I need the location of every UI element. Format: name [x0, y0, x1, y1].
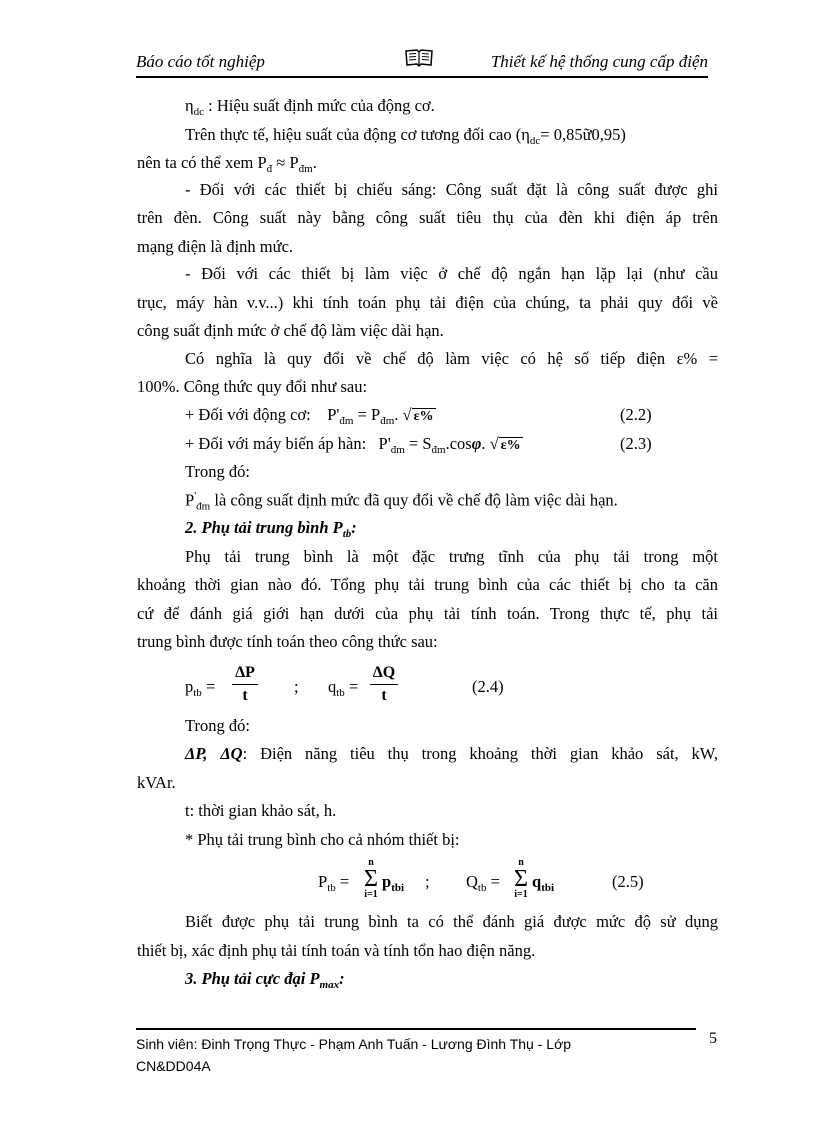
equation-2-5-q: $q_{tbi}$	[532, 872, 555, 894]
book-icon	[404, 48, 434, 73]
equation-number: (2.5)	[612, 872, 644, 891]
equation-separator: ;	[294, 677, 299, 696]
para-line: cứ để đánh giá giới hạn dưới của phụ tải tính toán. Trong thực tế, phụ tải	[137, 604, 718, 623]
fraction-dp-t: ΔP t	[232, 664, 258, 705]
equation-separator: ;	[425, 872, 430, 891]
para-line: ΔP, ΔQ: Điện năng tiêu thụ trong khoảng thời gian khảo sát, kW,	[185, 744, 718, 763]
equation-2-5-P: $P_{tb}$ =	[318, 872, 350, 894]
fraction-dq-t: ΔQ t	[370, 664, 398, 705]
para-line: - Đối với các thiết bị làm việc ở chế độ ngắn hạn lặp lại (như cầu	[185, 264, 718, 283]
para-line: Trên thực tế, hiệu suất của động cơ tương đối cao ($\eta_{dc}=$ 0,85ữ0,95)	[185, 125, 626, 147]
para-line: trục, máy hàn v.v...) khi tính toán phụ tải điện của chúng, ta phải quy đổi về	[137, 293, 718, 312]
para-line: $\eta_{dc}$ : Hiệu suất định mức của động cơ.	[185, 96, 435, 118]
sum-symbol: n Σ i=1	[514, 857, 528, 900]
header-right: Thiết kế hệ thống cung cấp điện	[490, 52, 708, 71]
para-line: * Phụ tải trung bình cho cả nhóm thiết bị:	[185, 830, 460, 849]
para-line: Phụ tải trung bình là một đặc trưng tĩnh của phụ tải trong một	[185, 547, 718, 566]
section-2-title: 2. Phụ tải trung bình $P_{tb}$:	[185, 518, 357, 540]
equation-number: (2.2)	[620, 405, 652, 424]
para-line: khoảng thời gian nào đó. Tổng phụ tải trung bình của các thiết bị cho ta căn	[137, 575, 718, 594]
equation-2-4-q: $q_{tb}$ =	[328, 677, 359, 699]
para-line: công suất định mức ở chế độ làm việc dài hạn.	[137, 321, 444, 340]
footer-line-2: CN&DD04A	[136, 1058, 211, 1074]
header-rule	[136, 76, 708, 78]
para-line: trung bình được tính toán theo công thức sau:	[137, 632, 438, 651]
para-line: t: thời gian khảo sát, h.	[185, 801, 337, 820]
para-line: mạng điện là định mức.	[137, 237, 294, 256]
section-3-title: 3. Phụ tải cực đại $P_{max}$:	[185, 969, 345, 991]
footer-rule	[136, 1028, 696, 1030]
footer-line-1: Sinh viên: Đinh Trọng Thực - Phạm Anh Tuấn - Lương Đình Thụ - Lớp	[136, 1036, 572, 1052]
para-line: Trong đó:	[185, 462, 250, 481]
para-line: thiết bị, xác định phụ tải tính toán và tính tổn hao điện năng.	[137, 941, 536, 960]
para-line: 100%. Công thức quy đổi như sau:	[137, 377, 368, 396]
sum-symbol: n Σ i=1	[364, 857, 378, 900]
para-line: $P'_{đm}$ là công suất định mức đã quy đổi về chế độ làm việc dài hạn.	[185, 490, 618, 513]
para-line: kVAr.	[137, 773, 176, 792]
para-line: trên đèn. Công suất này bằng công suất tiêu thụ của đèn khi điện áp trên	[137, 208, 718, 227]
equation-number: (2.4)	[472, 677, 504, 696]
para-line: Biết được phụ tải trung bình ta có thể đánh giá được mức độ sử dụng	[185, 912, 718, 931]
para-line: Trong đó:	[185, 716, 250, 735]
equation-2-2: + Đối với động cơ: $P'_{đm} = P_{đm}$. √ ε%	[185, 405, 434, 427]
equation-2-5-p: $p_{tbi}$	[382, 872, 405, 894]
para-line: nên ta có thể xem $P_đ \approx P_{đm}$.	[137, 153, 317, 175]
para-line: Có nghĩa là quy đổi về chế độ làm việc có hệ số tiếp điện ε% =	[185, 349, 718, 368]
header-left: Báo cáo tốt nghiệp	[136, 52, 265, 71]
equation-2-5-Q: $Q_{tb}$ =	[466, 872, 500, 894]
equation-2-3: + Đối với máy biến áp hàn: $P'_{đm} = S_{đm}.\cos\varphi$. √ ε%	[185, 434, 521, 456]
equation-2-4-p: $p_{tb}$ =	[185, 677, 216, 699]
para-line: - Đối với các thiết bị chiếu sáng: Công suất đặt là công suất được ghi	[185, 180, 718, 199]
page-header	[136, 48, 708, 74]
page-number: 5	[709, 1030, 717, 1047]
equation-number: (2.3)	[620, 434, 652, 453]
